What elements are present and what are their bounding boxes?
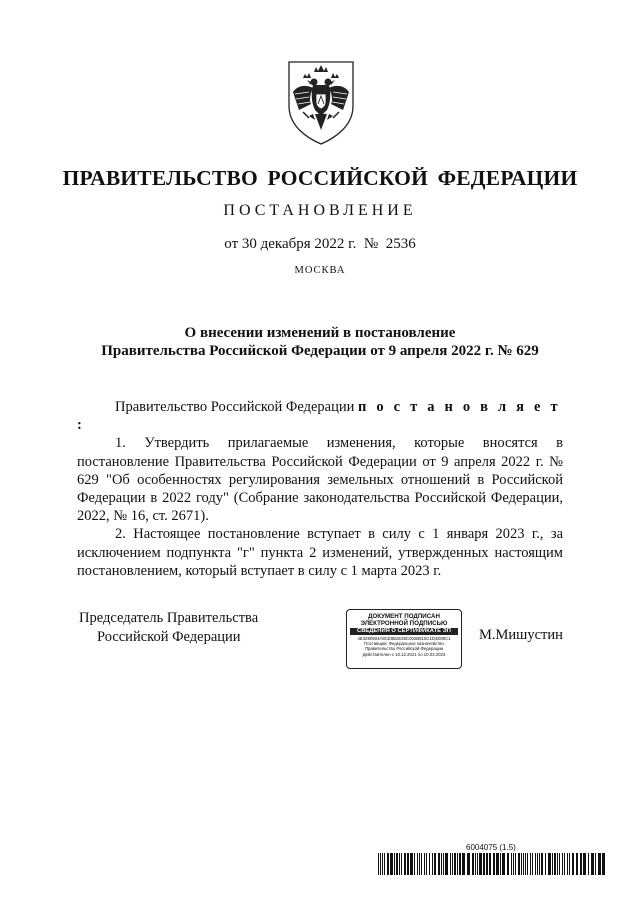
coat-of-arms-icon [283,58,359,146]
item-1-paragraph: 1. Утвердить прилагаемые изменения, которые вносятся в постановление Правительства Российской Федерации от 9 апреля 2022 г. № 629 "Об особенностях регулирования земельных отношений в Российской Федерации в 2022 году" (Собрание законодательства Российской Федерации, 2022, № 16, ст. 2671). [77,435,563,525]
intro-text: Правительство Российской Федерации [115,399,355,415]
stamp-certificate-bar: СВЕДЕНИЯ О СЕРТИФИКАТЕ ЭП [350,628,458,635]
signatory-name: М.Мишустин [479,627,563,643]
electronic-signature-stamp [346,609,462,669]
position-line-2: Российской Федерации [97,628,241,645]
stamp-validity: Действителен с 10.12.2021 по 10.03.2023 [362,651,446,657]
document-code: 6004075 (1.5) [466,843,516,852]
document-body [77,398,563,580]
subject-line-2: Правительства Российской Федерации от 9 апреля 2022 г. № 629 [101,343,539,359]
intro-paragraph [77,398,563,434]
stamp-line-1: ДОКУМЕНТ ПОДПИСАН [368,613,440,620]
stamp-serial: 4E4280504A8CE8B2E26C002B815C1D4E89C1 [357,636,451,641]
decree-word: п о с т а н о в л я е т : [77,399,561,434]
subject-line-1: О внесении изменений в постановление [184,325,456,341]
stamp-issuer-2: Правительство Российской Федерации [364,646,444,652]
position-line-1: Председатель Правительства [79,610,259,626]
signatory-position [79,609,299,646]
document-city: МОСКВА [294,265,346,276]
item-2-paragraph: 2. Настоящее постановление вступает в силу с 1 января 2023 г., за исключением подпункта "г" пункта 2 изменений, утвержденных настоящим постановлением, который вступает в силу с 1 марта 2023 г. [77,526,563,579]
government-title: ПРАВИТЕЛЬСТВО РОССИЙСКОЙ ФЕДЕРАЦИИ [62,166,578,190]
document-subject [0,324,640,360]
document-type: ПОСТАНОВЛЕНИЕ [223,202,417,219]
barcode-icon [378,853,606,875]
stamp-line-2: ЭЛЕКТРОННОЙ ПОДПИСЬЮ [360,620,448,627]
document-date-number: от 30 декабря 2022 г. № 2536 [224,236,416,252]
stamp-issuer-1: Поставщик: Федеральное казначейство [364,641,444,647]
